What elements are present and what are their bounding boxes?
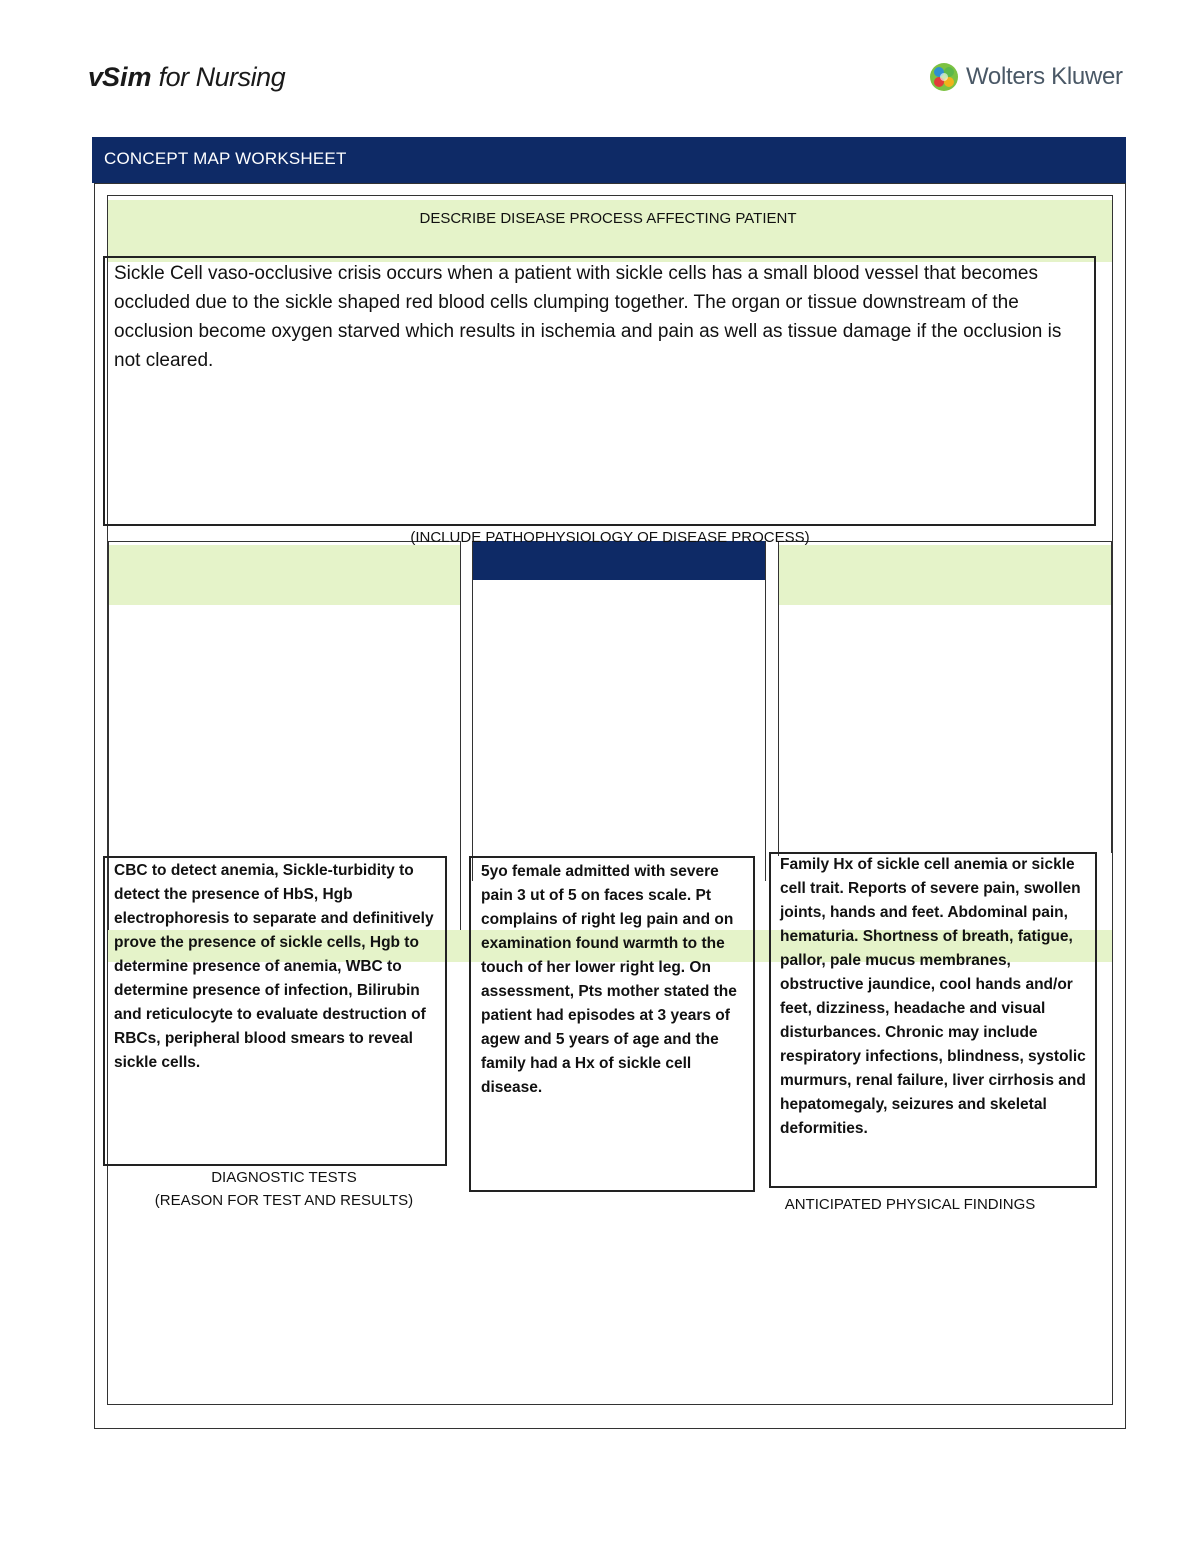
right-column-line — [1111, 541, 1112, 853]
center-outer-line — [765, 541, 766, 861]
pathophysiology-label: (INCLUDE PATHOPHYSIOLOGY OF DISEASE PROCESS) — [410, 529, 810, 546]
describe-disease-text: Sickle Cell vaso-occlusive crisis occurs when a patient with sickle cells has a small blood vessel that becomes occluded due to the sickle shaped red blood cells clumping together. The organ or tissue downstream of the occlusion become oxygen starved which results in ischemia and pain as well as tissue damage if the occlusion is not cleared. — [114, 263, 1062, 371]
globe-logo-icon — [928, 61, 960, 93]
vsim-logo — [88, 62, 285, 93]
brand-sim: Sim — [102, 62, 152, 92]
diagnostic-label — [108, 1169, 460, 1209]
diagnostic-header-band — [108, 545, 460, 605]
right-column-divider — [778, 541, 779, 856]
worksheet-title: CONCEPT MAP WORKSHEET — [92, 137, 1126, 183]
center-column-frame — [472, 541, 766, 881]
diagnostic-label-line1: DIAGNOSTIC TESTS — [211, 1169, 357, 1186]
brand-for-nursing: for Nursing — [151, 62, 286, 92]
patient-history-text: 5yo female admitted with severe pain 3 ut of 5 on faces scale. Pt complains of right leg pain and on examination found warmth to the touch of her lower right leg. On assessment, Pts mother stated the patient had episodes at 3 years of agew and 5 years of age and the family had a Hx of sickle cell disease. — [481, 863, 737, 1096]
physical-findings-text: Family Hx of sickle cell anemia or sickle cell trait. Reports of severe pain, swollen joints, hands and feet. Abdominal pain, hematuria. Shortness of breath, fatigue, pallor, pale mucus membranes, obstructive jaundice, cool hands and/or feet, dizziness, headache and visual disturbances. Chronic may include respiratory infections, blindness, systolic murmurs, renal failure, liver cirrhosis and hepatomegaly, seizures and skeletal deformities. — [780, 856, 1086, 1137]
diagnostic-label-line2: (REASON FOR TEST AND RESULTS) — [154, 1192, 414, 1209]
left-column-divider — [460, 541, 461, 931]
physical-header-band — [779, 545, 1112, 605]
diagnostic-tests-text: CBC to detect anemia, Sickle-turbidity to detect the presence of HbS, Hgb electrophoresis to separate and definitively prove the presence of sickle cells, Hgb to determine presence of anemia, WBC to determine presence of infection, Bilirubin and reticulocyte to evaluate destruction of RBCs, peripheral blood smears to reveal sickle cells. — [114, 862, 434, 1071]
physical-findings-label: ANTICIPATED PHYSICAL FINDINGS — [784, 1196, 1036, 1213]
center-header-bar — [473, 541, 765, 580]
wolters-kluwer-logo — [928, 60, 1123, 94]
brand-v: v — [88, 62, 103, 92]
publisher-name: Wolters Kluwer — [966, 63, 1123, 90]
describe-heading: DESCRIBE DISEASE PROCESS AFFECTING PATIENT — [419, 210, 797, 227]
